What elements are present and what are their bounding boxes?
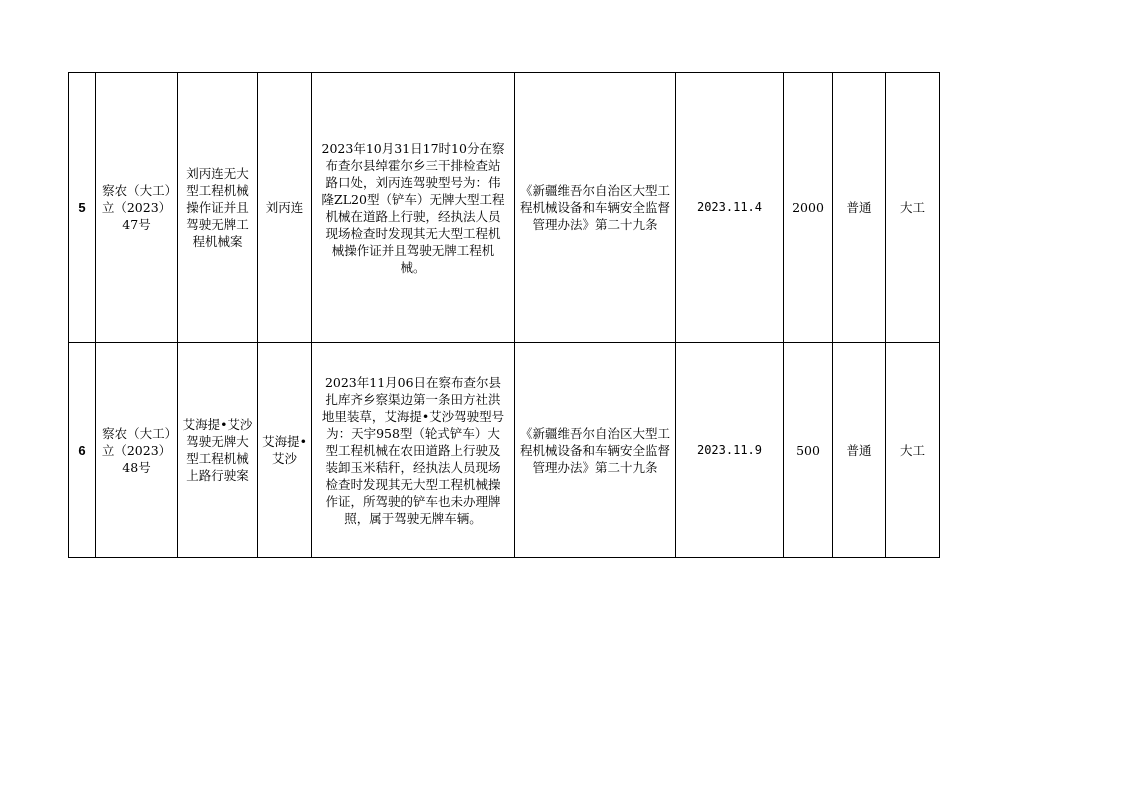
cell-unit: 大工 <box>886 73 940 343</box>
cell-case-name: 刘丙连无大型工程机械操作证并且驾驶无牌工程机械案 <box>178 73 258 343</box>
cell-legal-basis: 《新疆维吾尔自治区大型工程机械设备和车辆安全监督管理办法》第二十九条 <box>515 73 676 343</box>
cell-legal-basis: 《新疆维吾尔自治区大型工程机械设备和车辆安全监督管理办法》第二十九条 <box>515 343 676 558</box>
cell-facts: 2023年11月06日在察布查尔县扎库齐乡察渠边第一条田方社洪地里装草，艾海提•艾沙驾驶型号为：天宇958型（轮式铲车）大型工程机械在农田道路上行驶及装卸玉米秸秆，经执法人员现场检查时发现其无大型工程机械操作证，所驾驶的铲车也未办理牌照，属于驾驶无牌车辆。 <box>312 343 515 558</box>
cell-seq: 5 <box>69 73 96 343</box>
cell-date: 2023.11.9 <box>676 343 784 558</box>
cell-facts: 2023年10月31日17时10分在察布查尔县绰霍尔乡三干排检查站路口处，刘丙连驾驶型号为：伟隆ZL20型（铲车）无牌大型工程机械在道路上行驶，经执法人员现场检查时发现其无大型工程机械操作证并且驾驶无牌工程机械。 <box>312 73 515 343</box>
case-records-table <box>68 72 940 558</box>
cell-amount: 500 <box>784 343 833 558</box>
cell-seq: 6 <box>69 343 96 558</box>
table-row <box>69 343 940 558</box>
cell-doc-number: 察农（大工）立（2023）48号 <box>96 343 178 558</box>
cell-amount: 2000 <box>784 73 833 343</box>
cell-doc-number: 察农（大工）立（2023）47号 <box>96 73 178 343</box>
cell-procedure: 普通 <box>833 73 886 343</box>
cell-unit: 大工 <box>886 343 940 558</box>
cell-date: 2023.11.4 <box>676 73 784 343</box>
cell-party: 刘丙连 <box>258 73 312 343</box>
cell-procedure: 普通 <box>833 343 886 558</box>
cell-party: 艾海提•艾沙 <box>258 343 312 558</box>
cell-case-name: 艾海提•艾沙驾驶无牌大型工程机械上路行驶案 <box>178 343 258 558</box>
table-row <box>69 73 940 343</box>
